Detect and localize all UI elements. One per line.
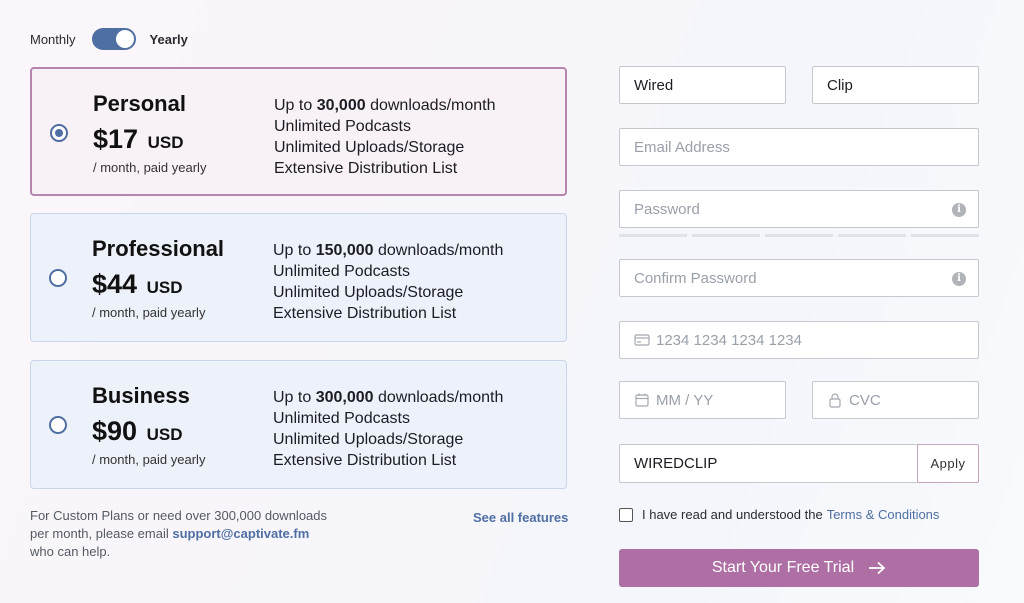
billing-period-toggle[interactable] xyxy=(92,28,136,50)
expiry-input[interactable] xyxy=(656,392,771,409)
strength-segment xyxy=(838,234,906,237)
info-icon[interactable]: i xyxy=(952,203,966,217)
feature-podcasts: Unlimited Podcasts xyxy=(273,410,410,427)
support-email-link[interactable]: support@captivate.fm xyxy=(172,526,310,541)
calendar-icon xyxy=(634,392,650,408)
plan-name: Personal xyxy=(93,91,186,116)
plan-radio-business[interactable] xyxy=(49,416,67,434)
cvc-input[interactable] xyxy=(849,392,964,409)
plan-price: $44 USD xyxy=(92,269,183,299)
last-name-value: Clip xyxy=(827,76,853,94)
plan-card-personal[interactable] xyxy=(30,67,567,196)
start-free-trial-label: Start Your Free Trial xyxy=(711,559,855,576)
feature-podcasts: Unlimited Podcasts xyxy=(274,118,411,135)
plan-price: $17 USD xyxy=(93,124,184,154)
terms-row xyxy=(619,507,939,522)
terms-text: I have read and understood the xyxy=(642,507,823,522)
plan-period: / month, paid yearly xyxy=(92,452,206,467)
promo-code-field[interactable] xyxy=(619,444,917,483)
strength-segment xyxy=(911,234,979,237)
toggle-knob xyxy=(116,30,134,48)
arrow-right-icon xyxy=(868,561,886,575)
confirm-password-input[interactable] xyxy=(634,270,964,287)
cvc-field[interactable] xyxy=(812,381,979,419)
feature-downloads: Up to 300,000 downloads/month xyxy=(273,389,504,406)
feature-distribution: Extensive Distribution List xyxy=(274,160,458,177)
feature-distribution: Extensive Distribution List xyxy=(273,305,457,322)
promo-code-group xyxy=(619,444,979,483)
feature-storage: Unlimited Uploads/Storage xyxy=(274,139,465,156)
first-name-value: Wired xyxy=(634,76,674,94)
terms-checkbox[interactable] xyxy=(619,508,633,522)
plan-price: $90 USD xyxy=(92,416,183,446)
plan-radio-personal[interactable] xyxy=(50,124,68,142)
plan-features xyxy=(274,95,495,179)
plan-features xyxy=(273,240,503,324)
see-all-features-link[interactable]: See all features xyxy=(473,510,569,525)
terms-link[interactable]: Terms & Conditions xyxy=(826,507,940,522)
plan-card-business[interactable] xyxy=(30,360,567,489)
feature-downloads: Up to 30,000 downloads/month xyxy=(274,97,496,114)
feature-storage: Unlimited Uploads/Storage xyxy=(273,284,464,301)
yearly-label[interactable]: Yearly xyxy=(149,31,188,47)
promo-code-value: WIREDCLIP xyxy=(634,455,718,472)
plan-radio-professional[interactable] xyxy=(49,269,67,287)
password-strength-meter xyxy=(619,234,979,237)
lock-icon xyxy=(827,392,843,408)
confirm-password-field[interactable] xyxy=(619,259,979,297)
strength-segment xyxy=(619,234,687,237)
billing-toggle-row xyxy=(30,27,188,51)
password-field[interactable] xyxy=(619,190,979,228)
feature-downloads: Up to 150,000 downloads/month xyxy=(273,242,504,259)
start-free-trial-button[interactable] xyxy=(619,549,979,587)
password-input[interactable] xyxy=(634,201,964,218)
custom-plans-note: For Custom Plans or need over 300,000 downloads per month, please email support@captivate.fm who can help. xyxy=(30,508,328,559)
credit-card-icon xyxy=(634,332,650,348)
feature-distribution: Extensive Distribution List xyxy=(273,452,457,469)
plan-period: / month, paid yearly xyxy=(93,160,207,175)
apply-promo-button[interactable]: Apply xyxy=(917,444,979,483)
feature-storage: Unlimited Uploads/Storage xyxy=(273,431,464,448)
info-icon[interactable]: i xyxy=(952,272,966,286)
strength-segment xyxy=(765,234,833,237)
first-name-field[interactable] xyxy=(619,66,786,104)
feature-podcasts: Unlimited Podcasts xyxy=(273,263,410,280)
expiry-field[interactable] xyxy=(619,381,786,419)
card-number-field[interactable] xyxy=(619,321,979,359)
card-number-input[interactable] xyxy=(656,332,964,349)
plan-features xyxy=(273,387,503,471)
plan-name: Professional xyxy=(92,236,225,261)
plan-period: / month, paid yearly xyxy=(92,305,206,320)
email-input[interactable] xyxy=(634,139,964,156)
email-field[interactable] xyxy=(619,128,979,166)
strength-segment xyxy=(692,234,760,237)
monthly-label[interactable]: Monthly xyxy=(30,31,76,47)
last-name-field[interactable] xyxy=(812,66,979,104)
plan-card-professional[interactable] xyxy=(30,213,567,342)
plan-name: Business xyxy=(92,383,190,408)
